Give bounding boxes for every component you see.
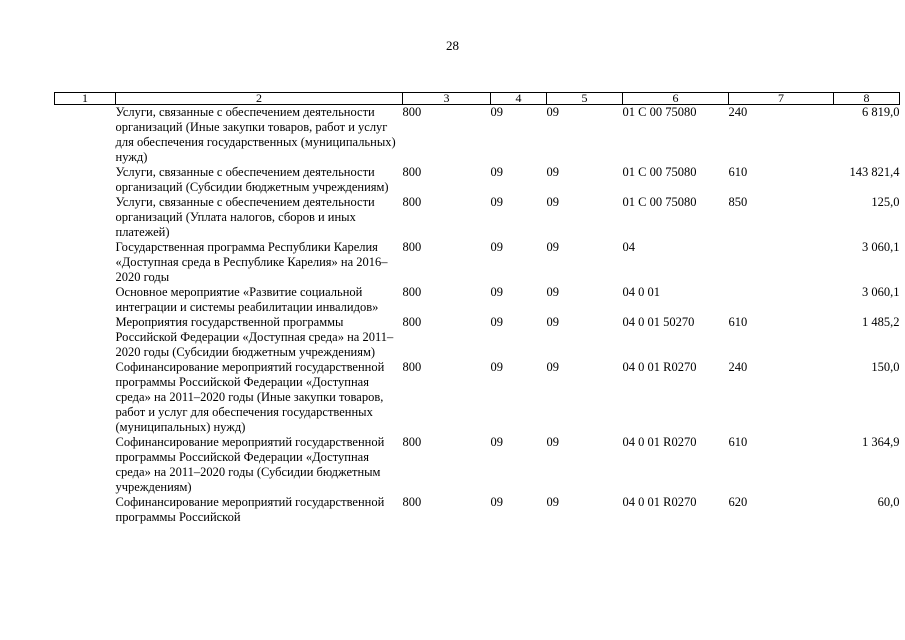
column-header-4: 4: [491, 93, 547, 105]
amount-cell: 1 485,2: [862, 315, 900, 329]
item-name-cell: Услуги, связанные с обеспечением деятельности организаций (Субсидии бюджетным учреждениям): [115, 165, 389, 194]
row-number-cell: [55, 165, 116, 195]
column-header-5: 5: [547, 93, 623, 105]
expense-type-cell: 240: [728, 360, 748, 374]
ministry-code-cell: 800: [402, 315, 422, 329]
table-row: [55, 315, 900, 360]
section-code-cell: 09: [490, 360, 503, 374]
row-number-cell: [55, 195, 116, 240]
target-article-cell: 01 С 00 75080: [622, 105, 697, 119]
row-number-cell: [55, 240, 116, 285]
section-code-cell: 09: [490, 240, 503, 254]
table-row: [55, 360, 900, 435]
row-number-cell: [55, 285, 116, 315]
expense-type-cell: 610: [728, 435, 748, 449]
page-number: 28: [446, 38, 459, 53]
table-row: [55, 240, 900, 285]
item-name-cell: Государственная программа Республики Карелия «Доступная среда в Республике Карелия» на 2016–2020 годы: [115, 240, 388, 284]
table-row: [55, 285, 900, 315]
column-header-1: 1: [55, 93, 116, 105]
table-row: [55, 495, 900, 525]
section-code-cell: 09: [490, 435, 503, 449]
ministry-code-cell: 800: [402, 105, 422, 119]
row-number-cell: [55, 105, 116, 166]
ministry-code-cell: 800: [402, 360, 422, 374]
column-header-6: 6: [623, 93, 729, 105]
ministry-code-cell: 800: [402, 435, 422, 449]
amount-cell: 143 821,4: [849, 165, 900, 179]
subsection-code-cell: 09: [546, 240, 559, 254]
ministry-code-cell: 800: [402, 495, 422, 509]
row-number-cell: [55, 360, 116, 435]
target-article-cell: 04 0 01 R0270: [622, 495, 697, 509]
item-name-cell: Услуги, связанные с обеспечением деятельности организаций (Уплата налогов, сборов и иных платежей): [115, 195, 375, 239]
column-header-7: 7: [729, 93, 834, 105]
table-row: [55, 105, 900, 166]
amount-cell: 1 364,9: [862, 435, 900, 449]
target-article-cell: 04 0 01: [622, 285, 660, 299]
item-name-cell: Услуги, связанные с обеспечением деятельности организаций (Иные закупки товаров, работ и услуг для обеспечения государственных (муниципальных) нужд): [115, 105, 396, 164]
table-row: [55, 435, 900, 495]
column-header-3: 3: [403, 93, 491, 105]
section-code-cell: 09: [490, 495, 503, 509]
subsection-code-cell: 09: [546, 435, 559, 449]
item-name-cell: Софинансирование мероприятий государственной программы Российской Федерации «Доступная среда» на 2011–2020 годы (Субсидии бюджетным учреждениям): [115, 435, 385, 494]
amount-cell: 125,0: [871, 195, 900, 209]
expense-type-cell: [729, 240, 834, 285]
item-name-cell: Основное мероприятие «Развитие социальной интеграции и системы реабилитации инвалидов»: [115, 285, 379, 314]
section-code-cell: 09: [490, 195, 503, 209]
target-article-cell: 04: [622, 240, 635, 254]
amount-cell: 6 819,0: [862, 105, 900, 119]
amount-cell: 60,0: [877, 495, 900, 509]
table-row: [55, 195, 900, 240]
item-name-cell: Софинансирование мероприятий государственной программы Российской Федерации «Доступная среда» на 2011–2020 годы (Иные закупки товаров, работ и услуг для обеспечения государственных (муниципальных) нужд): [115, 360, 385, 434]
item-name-cell: Софинансирование мероприятий государственной программы Российской: [115, 495, 385, 524]
item-name-cell: Мероприятия государственной программы Российской Федерации «Доступная среда» на 2011–2020 годы (Субсидии бюджетным учреждениям): [115, 315, 394, 359]
subsection-code-cell: 09: [546, 285, 559, 299]
expense-type-cell: 610: [728, 165, 748, 179]
subsection-code-cell: 09: [546, 195, 559, 209]
target-article-cell: 04 0 01 R0270: [622, 435, 697, 449]
column-number-row: [55, 93, 900, 105]
row-number-cell: [55, 315, 116, 360]
target-article-cell: 04 0 01 R0270: [622, 360, 697, 374]
subsection-code-cell: 09: [546, 315, 559, 329]
target-article-cell: 01 С 00 75080: [622, 165, 697, 179]
subsection-code-cell: 09: [546, 105, 559, 119]
section-code-cell: 09: [490, 315, 503, 329]
target-article-cell: 01 С 00 75080: [622, 195, 697, 209]
ministry-code-cell: 800: [402, 195, 422, 209]
target-article-cell: 04 0 01 50270: [622, 315, 695, 329]
subsection-code-cell: 09: [546, 360, 559, 374]
section-code-cell: 09: [490, 285, 503, 299]
subsection-code-cell: 09: [546, 495, 559, 509]
expense-type-cell: 850: [728, 195, 748, 209]
column-header-8: 8: [834, 93, 900, 105]
subsection-code-cell: 09: [546, 165, 559, 179]
expense-type-cell: 610: [728, 315, 748, 329]
ministry-code-cell: 800: [402, 240, 422, 254]
expense-type-cell: 240: [728, 105, 748, 119]
amount-cell: 3 060,1: [862, 285, 900, 299]
section-code-cell: 09: [490, 105, 503, 119]
budget-table: [54, 92, 900, 525]
expense-type-cell: [729, 285, 834, 315]
table-row: [55, 165, 900, 195]
expense-type-cell: 620: [728, 495, 748, 509]
ministry-code-cell: 800: [402, 165, 422, 179]
column-header-2: 2: [116, 93, 403, 105]
row-number-cell: [55, 495, 116, 525]
amount-cell: 150,0: [871, 360, 900, 374]
ministry-code-cell: 800: [402, 285, 422, 299]
section-code-cell: 09: [490, 165, 503, 179]
row-number-cell: [55, 435, 116, 495]
amount-cell: 3 060,1: [862, 240, 900, 254]
